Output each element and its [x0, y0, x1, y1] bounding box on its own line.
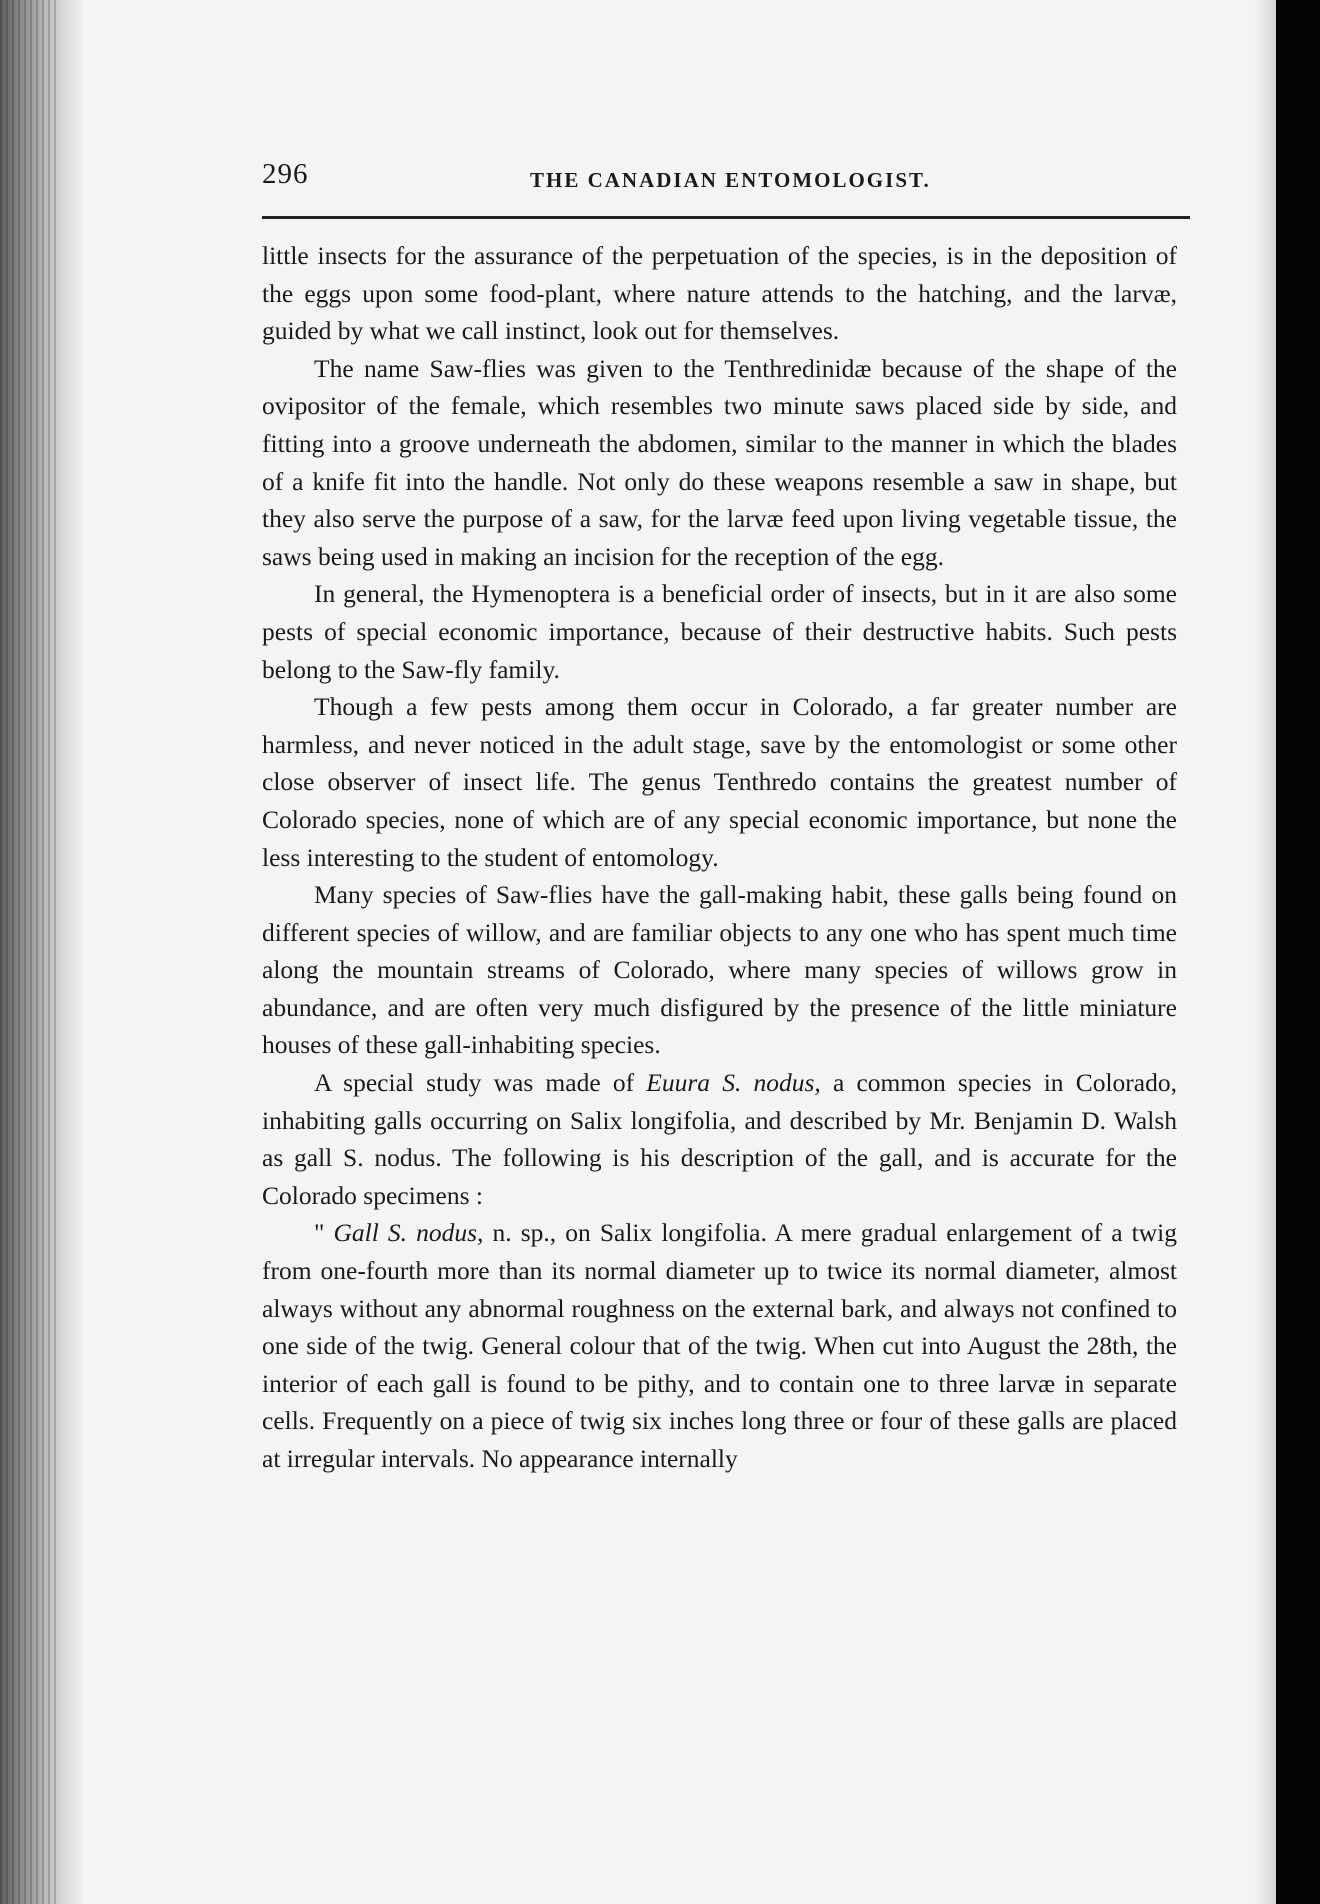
paragraph-5: [262, 876, 1177, 1064]
header-rule: [262, 216, 1190, 219]
paragraph-text: Though a few pests among them occur in Colorado, a far greater number are harmless, and never noticed in the adult stage, save by the entomologist or some other close observer of insect life. The genus Tenthredo contains the greatest number of Colorado species, none of which are of any special economic importance, but none the less interesting to the student of entomology.: [262, 692, 1177, 872]
paragraph-3: [262, 575, 1177, 688]
paragraph-text: little insects for the assurance of the perpetuation of the species, is in the deposition of the eggs upon some food-plant, where nature attends to the hatching, and the larvæ, guided by what we call instinct, look out for themselves.: [262, 241, 1177, 346]
page-edge-shadow: [1254, 0, 1276, 1904]
paragraph-text: The name Saw-flies was given to the Tenthredinidæ because of the shape of the ovipositor of the female, which resembles two minute saws placed side by side, and fitting into a groove underneath the abdomen, similar to the manner in which the blades of a knife fit into the handle. Not only do these weapons resemble a saw in shape, but they also serve the purpose of a saw, for the larvæ feed upon living vegetable tissue, the saws being used in making an incision for the reception of the egg.: [262, 353, 1177, 571]
paragraph-text: a common species in Colorado, inhabiting galls occurring on Salix longifolia, and described by Mr. Benjamin D. Walsh as gall S. nodus. The following is his description of the gall, and is accurate for the Colorado specimens :: [262, 1068, 1177, 1210]
paragraph-7: [262, 1214, 1177, 1477]
paragraph-1: [262, 237, 1177, 350]
body-text: [262, 237, 1177, 1478]
page-header: [262, 150, 1190, 206]
page-number: 296: [262, 158, 309, 190]
book-page: [262, 150, 1190, 1478]
paragraph-text: Many species of Saw-flies have the gall-making habit, these galls being found on different species of willow, and are familiar objects to any one who has spent much time along the mountain streams of Colorado, where many species of willows grow in abundance, and are often very much disfigured by the presence of the little miniature houses of these gall-inhabiting species.: [262, 880, 1177, 1060]
gall-name-italic: Gall S. nodus,: [333, 1218, 484, 1248]
running-title: THE CANADIAN ENTOMOLOGIST.: [530, 168, 931, 192]
opening-quote: ": [314, 1218, 334, 1248]
binding-texture: [0, 0, 60, 1904]
paragraph-6: [262, 1064, 1177, 1214]
paragraph-text: n. sp., on Salix longifolia. A mere gradual enlargement of a twig from one-fourth more than its normal diameter up to twice its normal diameter, almost always without any abnormal roughness on the external bark, and always not confined to one side of the twig. General colour that of the twig. When cut into August the 28th, the interior of each gall is found to be pithy, and to contain one to three larvæ in separate cells. Frequently on a piece of twig six inches long three or four of these galls are placed at irregular intervals. No appearance internally: [262, 1218, 1177, 1473]
paragraph-text: In general, the Hymenoptera is a beneficial order of insects, but in it are also some pests of special economic importance, because of their destructive habits. Such pests belong to the Saw-fly family.: [262, 579, 1177, 684]
scan-border: [1276, 0, 1320, 1904]
paragraph-text: A special study was made of: [314, 1068, 647, 1098]
paragraph-2: [262, 350, 1177, 576]
species-name-italic: Euura S. nodus,: [646, 1068, 821, 1098]
paragraph-4: [262, 688, 1177, 876]
